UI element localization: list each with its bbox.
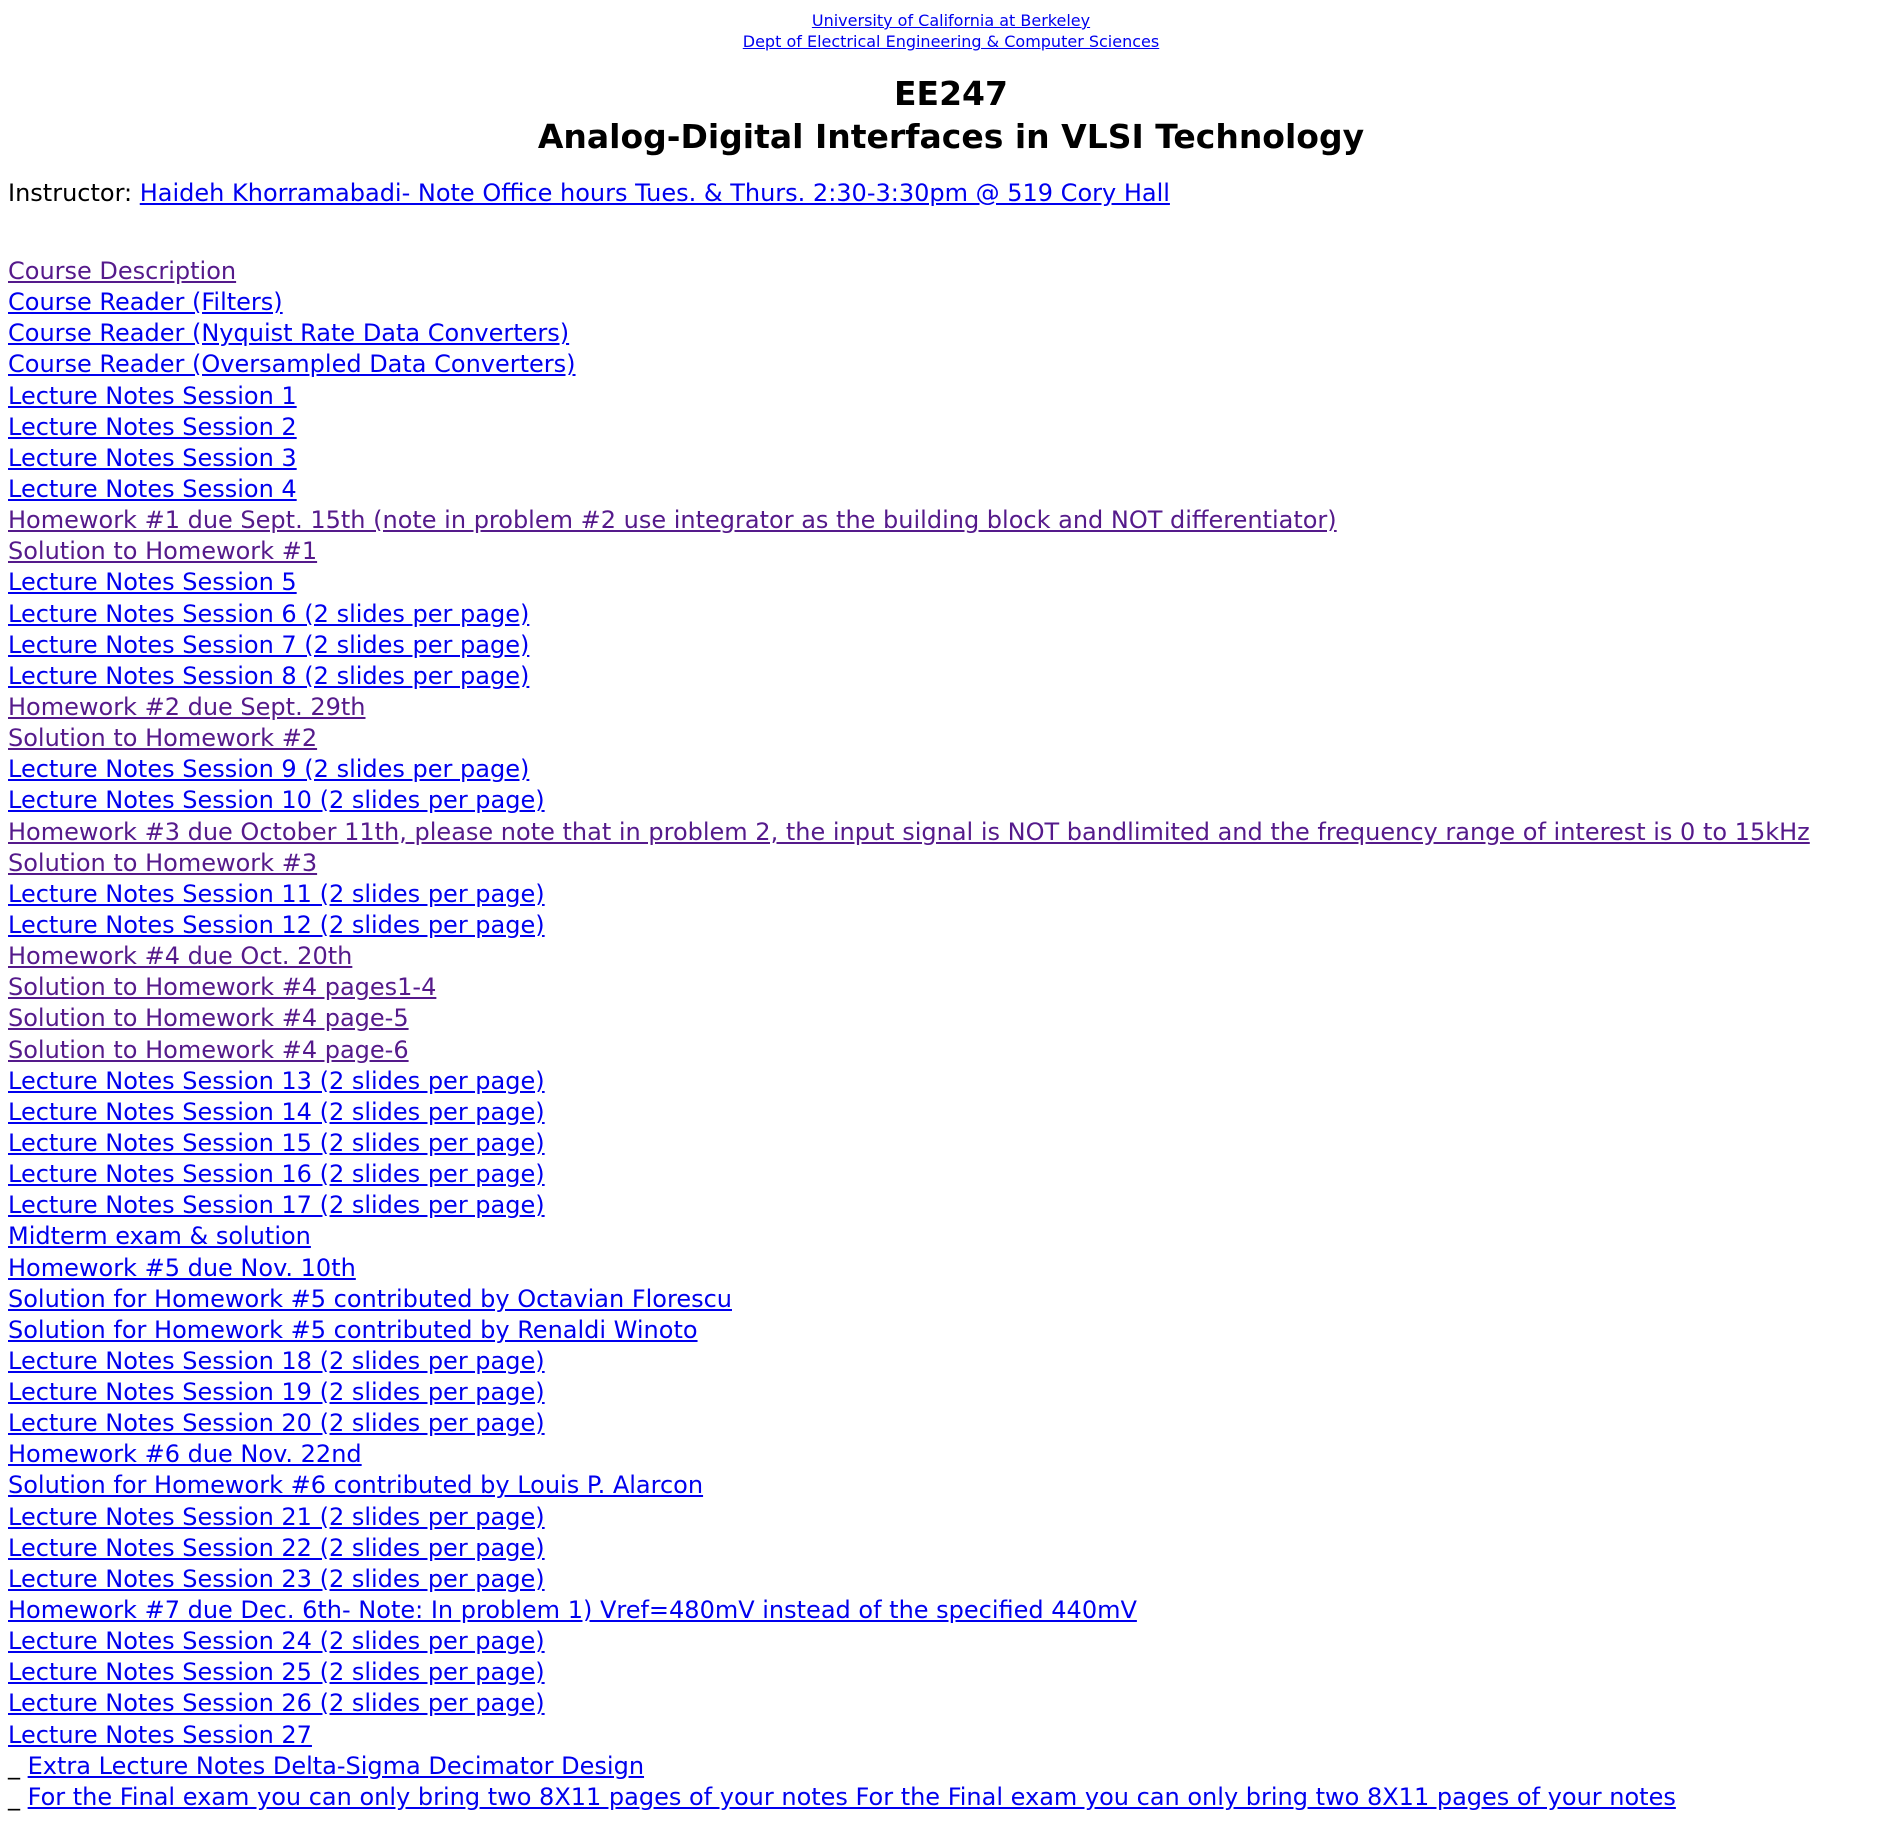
course-link[interactable]: Lecture Notes Session 9 (2 slides per page) bbox=[8, 755, 530, 784]
list-item bbox=[8, 1564, 1888, 1595]
department-link[interactable]: Dept of Electrical Engineering & Computer Sciences bbox=[742, 32, 1160, 51]
list-item bbox=[8, 817, 1888, 848]
list-item bbox=[8, 910, 1888, 941]
list-item bbox=[8, 1782, 1888, 1813]
list-item bbox=[8, 1346, 1888, 1377]
list-item bbox=[8, 1066, 1888, 1097]
list-item bbox=[8, 1688, 1888, 1719]
list-item bbox=[8, 1284, 1888, 1315]
list-item-prefix: _ bbox=[8, 1751, 20, 1780]
course-link[interactable]: Lecture Notes Session 17 (2 slides per page) bbox=[8, 1191, 545, 1220]
list-item bbox=[8, 412, 1888, 443]
course-link[interactable]: Homework #7 due Dec. 6th- Note: In problem 1) Vref=480mV instead of the specified 440mV bbox=[8, 1596, 1137, 1625]
list-item bbox=[8, 785, 1888, 816]
course-link[interactable]: Lecture Notes Session 25 (2 slides per page) bbox=[8, 1658, 545, 1687]
list-item bbox=[8, 567, 1888, 598]
list-item bbox=[8, 1439, 1888, 1470]
university-link[interactable]: University of California at Berkeley bbox=[811, 11, 1091, 30]
list-item bbox=[8, 1128, 1888, 1159]
course-link[interactable]: Course Reader (Nyquist Rate Data Converters) bbox=[8, 319, 570, 348]
course-link[interactable]: Lecture Notes Session 22 (2 slides per page) bbox=[8, 1533, 545, 1562]
list-item bbox=[8, 941, 1888, 972]
list-item-prefix: _ bbox=[8, 1782, 20, 1811]
course-link[interactable]: Solution to Homework #2 bbox=[8, 724, 318, 753]
list-item bbox=[8, 1720, 1888, 1751]
list-item bbox=[8, 1221, 1888, 1252]
list-item bbox=[8, 848, 1888, 879]
course-link[interactable]: Solution to Homework #4 pages1-4 bbox=[8, 973, 437, 1002]
course-link[interactable]: Lecture Notes Session 19 (2 slides per page) bbox=[8, 1378, 545, 1407]
course-link[interactable]: Homework #1 due Sept. 15th (note in problem #2 use integrator as the building block and NOT differentiator) bbox=[8, 506, 1337, 535]
list-item bbox=[8, 1097, 1888, 1128]
course-link[interactable]: Lecture Notes Session 26 (2 slides per page) bbox=[8, 1689, 545, 1718]
course-link[interactable]: Homework #4 due Oct. 20th bbox=[8, 942, 353, 971]
list-item bbox=[8, 287, 1888, 318]
list-item bbox=[8, 256, 1888, 287]
list-item bbox=[8, 1657, 1888, 1688]
list-item bbox=[8, 879, 1888, 910]
course-link[interactable]: Extra Lecture Notes Delta-Sigma Decimator Design bbox=[27, 1751, 645, 1780]
course-link[interactable]: Homework #6 due Nov. 22nd bbox=[8, 1440, 362, 1469]
list-item bbox=[8, 1595, 1888, 1626]
course-name: Analog-Digital Interfaces in VLSI Technology bbox=[537, 117, 1365, 156]
course-link[interactable]: Lecture Notes Session 6 (2 slides per page) bbox=[8, 599, 530, 628]
page-header bbox=[0, 10, 1902, 52]
course-link[interactable]: Course Reader (Oversampled Data Converters) bbox=[8, 350, 576, 379]
course-link[interactable]: Solution for Homework #6 contributed by Louis P. Alarcon bbox=[8, 1471, 704, 1500]
list-item bbox=[8, 1408, 1888, 1439]
course-link[interactable]: Lecture Notes Session 15 (2 slides per page) bbox=[8, 1128, 545, 1157]
list-item bbox=[8, 1315, 1888, 1346]
instructor-label: Instructor: bbox=[8, 179, 133, 207]
course-link[interactable]: Lecture Notes Session 18 (2 slides per page) bbox=[8, 1346, 545, 1375]
course-link[interactable]: Lecture Notes Session 3 bbox=[8, 443, 297, 472]
course-links-list bbox=[8, 256, 1888, 1813]
course-link[interactable]: Lecture Notes Session 27 bbox=[8, 1720, 312, 1749]
list-item bbox=[8, 661, 1888, 692]
course-code: EE247 bbox=[894, 74, 1008, 113]
list-item bbox=[8, 1190, 1888, 1221]
list-item bbox=[8, 505, 1888, 536]
course-link[interactable]: Lecture Notes Session 1 bbox=[8, 381, 297, 410]
list-item bbox=[8, 474, 1888, 505]
list-item bbox=[8, 443, 1888, 474]
course-link[interactable]: Solution to Homework #1 bbox=[8, 537, 318, 566]
course-link[interactable]: Solution for Homework #5 contributed by Octavian Florescu bbox=[8, 1284, 732, 1313]
list-item bbox=[8, 318, 1888, 349]
list-item bbox=[8, 1377, 1888, 1408]
instructor-line bbox=[8, 177, 1170, 209]
course-link[interactable]: Lecture Notes Session 23 (2 slides per page) bbox=[8, 1564, 545, 1593]
course-link[interactable]: Homework #2 due Sept. 29th bbox=[8, 692, 366, 721]
course-link[interactable]: Lecture Notes Session 14 (2 slides per page) bbox=[8, 1097, 545, 1126]
list-item bbox=[8, 381, 1888, 412]
course-link[interactable]: Lecture Notes Session 2 bbox=[8, 412, 297, 441]
list-item bbox=[8, 1253, 1888, 1284]
list-item bbox=[8, 1751, 1888, 1782]
list-item bbox=[8, 723, 1888, 754]
list-item bbox=[8, 972, 1888, 1003]
course-link[interactable]: Lecture Notes Session 7 (2 slides per page) bbox=[8, 630, 530, 659]
course-link[interactable]: Course Reader (Filters) bbox=[8, 288, 283, 317]
course-link[interactable]: For the Final exam you can only bring two 8X11 pages of your notes For the Final exam you can only bring two 8X11 pages of your notes bbox=[27, 1782, 1676, 1811]
list-item bbox=[8, 1533, 1888, 1564]
course-link[interactable]: Lecture Notes Session 21 (2 slides per page) bbox=[8, 1502, 545, 1531]
list-item bbox=[8, 1626, 1888, 1657]
list-item bbox=[8, 349, 1888, 380]
page-title bbox=[0, 72, 1902, 158]
list-item bbox=[8, 692, 1888, 723]
course-link[interactable]: Lecture Notes Session 13 (2 slides per page) bbox=[8, 1066, 545, 1095]
course-link[interactable]: Lecture Notes Session 11 (2 slides per page) bbox=[8, 879, 545, 908]
course-link[interactable]: Midterm exam & solution bbox=[8, 1222, 311, 1251]
list-item bbox=[8, 630, 1888, 661]
course-link[interactable]: Solution to Homework #3 bbox=[8, 848, 318, 877]
list-item bbox=[8, 599, 1888, 630]
course-link[interactable]: Homework #5 due Nov. 10th bbox=[8, 1253, 356, 1282]
course-link[interactable]: Solution to Homework #4 page-6 bbox=[8, 1035, 409, 1064]
list-item bbox=[8, 536, 1888, 567]
course-link[interactable]: Lecture Notes Session 20 (2 slides per page) bbox=[8, 1409, 545, 1438]
course-link[interactable]: Lecture Notes Session 24 (2 slides per page) bbox=[8, 1627, 545, 1656]
course-link[interactable]: Lecture Notes Session 8 (2 slides per page) bbox=[8, 661, 530, 690]
course-link[interactable]: Solution to Homework #4 page-5 bbox=[8, 1004, 409, 1033]
list-item bbox=[8, 1502, 1888, 1533]
instructor-link[interactable]: Haideh Khorramabadi- Note Office hours Tues. & Thurs. 2:30-3:30pm @ 519 Cory Hall bbox=[139, 179, 1170, 207]
list-item bbox=[8, 1003, 1888, 1034]
list-item bbox=[8, 1470, 1888, 1501]
course-link[interactable]: Lecture Notes Session 16 (2 slides per page) bbox=[8, 1160, 545, 1189]
course-link[interactable]: Solution for Homework #5 contributed by Renaldi Winoto bbox=[8, 1315, 698, 1344]
list-item bbox=[8, 1159, 1888, 1190]
list-item bbox=[8, 754, 1888, 785]
course-link[interactable]: Lecture Notes Session 5 bbox=[8, 568, 297, 597]
list-item bbox=[8, 1035, 1888, 1066]
course-link[interactable]: Lecture Notes Session 4 bbox=[8, 474, 297, 503]
course-link[interactable]: Lecture Notes Session 10 (2 slides per page) bbox=[8, 786, 545, 815]
course-link[interactable]: Course Description bbox=[8, 257, 237, 285]
course-link[interactable]: Lecture Notes Session 12 (2 slides per page) bbox=[8, 910, 545, 939]
course-link[interactable]: Homework #3 due October 11th, please note that in problem 2, the input signal is NOT bandlimited and the frequency range of interest is 0 to 15kHz bbox=[8, 817, 1810, 846]
